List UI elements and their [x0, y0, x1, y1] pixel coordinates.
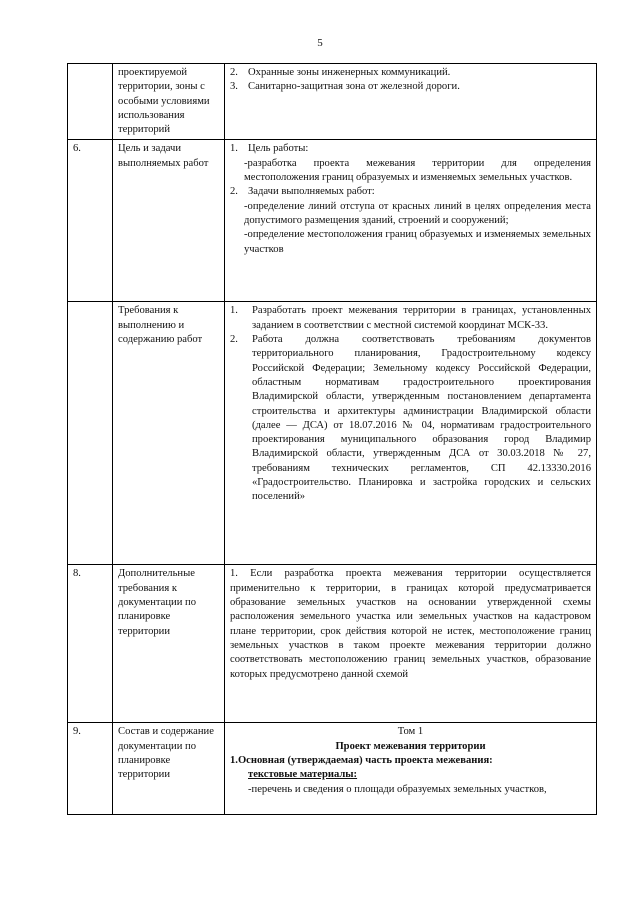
row-number-cell	[68, 302, 113, 565]
row-content-cell	[225, 565, 597, 723]
row-number-cell	[68, 140, 113, 302]
row-number-cell	[68, 565, 113, 723]
text-materials-heading: текстовые материалы:	[248, 769, 358, 781]
table-row-additional	[68, 565, 597, 723]
row-name-cell	[113, 302, 225, 565]
row-number-cell	[68, 64, 113, 140]
list-number: 1.	[230, 568, 238, 580]
list-item: 2. Задачи выполняемых работ:	[230, 185, 591, 199]
row-name: Состав и содержание документации по планировке территории	[118, 726, 214, 781]
goal-label: Цель работы:	[248, 143, 309, 155]
part-title: 1.Основная (утверждаемая) часть проекта межевания:	[230, 755, 493, 767]
row-name-cell	[113, 140, 225, 302]
list-item: 2. Работа должна соответствовать требованиям документов территориального планирования, Градостроительному кодексу Российской Федерации; Земельному кодексу Российской Федерации, областным нормативам градостроительного проектирования Владимирской области, утвержденным постановлением департамента строительства и архитектуры администрации Владимирской области (далее — ДСА) от 18.07.2016 № 04, нормативам градостроительного проектирования муниципального образования город Владимир Владимирской области, утвержденным ДСА от 30.03.2018 № 27, требованиям технических регламентов, СП 42.13330.2016 «Градостроительство. Планировка и застройка городских и сельских поселений»	[230, 333, 591, 505]
table-row-composition	[68, 723, 597, 815]
row-name-cell	[113, 723, 225, 815]
project-title: Проект межевания территории	[335, 740, 486, 752]
row-content-cell	[225, 64, 597, 140]
row-name: Дополнительные требования к документации по планировке территории	[118, 568, 196, 637]
goal-text: -разработка проекта межевания территории для определения местоположения границ образуемых и изменяемых земельных участков.	[244, 157, 591, 184]
row-content-cell	[225, 723, 597, 815]
row-name-cell	[113, 64, 225, 140]
task-text: -определение линий отступа от красных линий в целях определения места допустимого размещения зданий, строений и сооружений;	[244, 200, 591, 226]
list-text: Охранные зоны инженерных коммуникаций.	[248, 67, 451, 78]
row-content-cell	[225, 140, 597, 302]
paragraph-text: Если разработка проекта межевания территории осуществляется применительно к территории, в границах которой предусматривается образование земельных участков на основании утвержденной схемы расположения земельного участка или земельных участков на кадастровом плане территории, срок действия которой не истек, местоположение границ земельных участков в таком проекте межевания территории должно соответствовать местоположению границ земельных участков, образование которых предусмотрено данной схемой	[230, 568, 591, 680]
list-text: Работа должна соответствовать требованиям документов территориального планирования, Градостроительному кодексу Российской Федерации; Земельному кодексу Российской Федерации, областным нормативам градостроительного проектирования Владимирской области, утвержденным постановлением департамента строительства и архитектуры администрации Владимирской области (далее — ДСА) от 18.07.2016 № 04, нормативам градостроительного проектирования муниципального образования город Владимир Владимирской области, утвержденным ДСА от 30.03.2018 № 27, требованиям технических регламентов, СП 42.13330.2016 «Градостроительство. Планировка и застройка городских и сельских поселений»	[252, 334, 591, 503]
list-text: -перечень и сведения о площади образуемых земельных участков,	[248, 783, 547, 795]
row-name-cell	[113, 565, 225, 723]
row-number: 8.	[73, 568, 81, 580]
table-row-requirements	[68, 302, 597, 565]
list-number: 3.	[230, 81, 238, 93]
row-name: Цель и задачи выполняемых работ	[118, 143, 209, 169]
table-row-goals	[68, 140, 597, 302]
paragraph	[230, 567, 591, 681]
volume-label: Том 1	[397, 726, 424, 738]
list-text: Разработать проект межевания территории в границах, установленных заданием в соответствии с местной системой координат МСК-33.	[252, 305, 591, 331]
table-row-zones	[68, 64, 597, 140]
row-number: 9.	[73, 726, 81, 738]
task-text: -определение местоположения границ образуемых и изменяемых земельных участков	[244, 229, 591, 255]
list-number: 2.	[230, 67, 238, 78]
row-number-cell	[68, 723, 113, 815]
requirements-table	[67, 63, 597, 815]
list-item: 1. Разработать проект межевания территории в границах, установленных заданием в соответствии с местной системой координат МСК-33.	[230, 304, 591, 333]
row-name: проектируемой территории, зоны с особыми условиями использования территорий	[118, 67, 210, 136]
list-item	[230, 66, 591, 80]
row-number: 6.	[73, 143, 81, 155]
list-item	[230, 80, 591, 94]
row-name: Требования к выполнению и содержанию работ	[118, 305, 203, 346]
page-number: 5	[317, 37, 323, 49]
list-text: Санитарно-защитная зона от железной дороги.	[248, 81, 460, 93]
list-item: 1. Цель работы:	[230, 142, 591, 156]
row-content-cell	[225, 302, 597, 565]
tasks-label: Задачи выполняемых работ:	[248, 186, 375, 198]
